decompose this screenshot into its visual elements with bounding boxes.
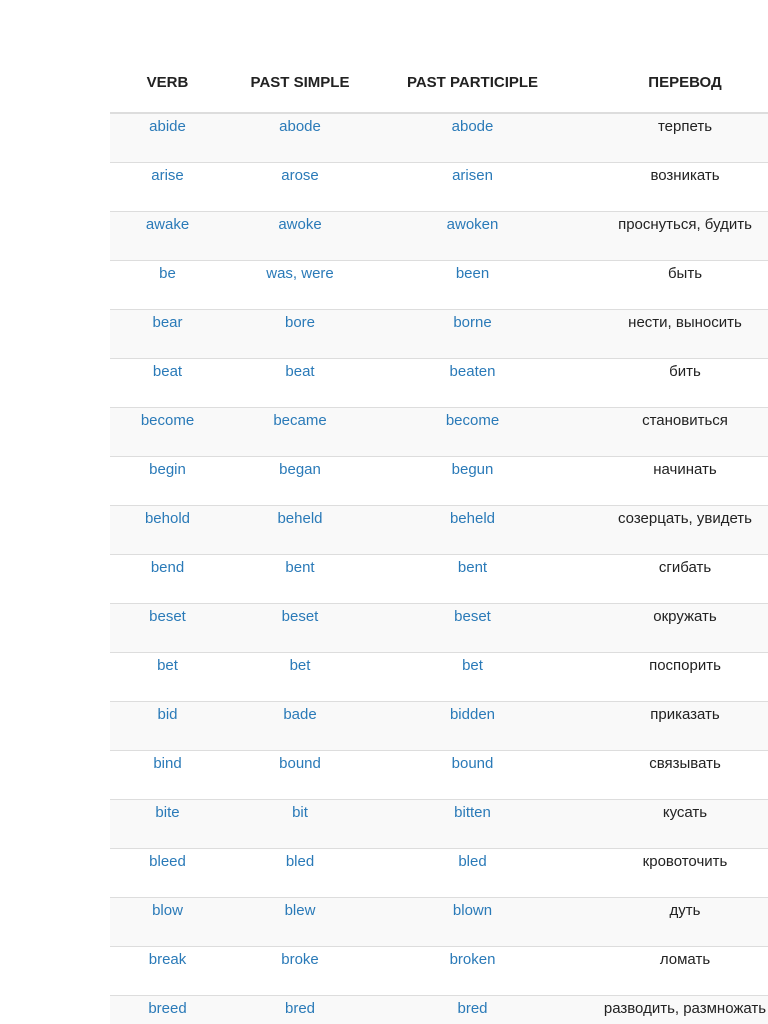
past-simple-link[interactable]: bet bbox=[289, 657, 311, 674]
translation-cell bbox=[570, 555, 768, 604]
past-participle-cell bbox=[375, 506, 570, 555]
past-participle-link[interactable]: broken bbox=[449, 951, 496, 968]
translation-text: поспорить bbox=[649, 657, 721, 674]
translation-cell bbox=[570, 849, 768, 898]
translation-cell bbox=[570, 212, 768, 261]
table-row bbox=[110, 408, 768, 457]
verb-cell bbox=[110, 947, 225, 996]
past-simple-link[interactable]: bred bbox=[284, 1000, 316, 1017]
table-row bbox=[110, 849, 768, 898]
verb-link[interactable]: abide bbox=[149, 118, 186, 135]
translation-text: возникать bbox=[650, 167, 720, 184]
verb-cell bbox=[110, 653, 225, 702]
past-simple-cell bbox=[225, 800, 375, 849]
verb-link[interactable]: bend bbox=[150, 559, 185, 576]
past-simple-cell bbox=[225, 359, 375, 408]
verb-cell bbox=[110, 996, 225, 1024]
past-participle-link[interactable]: bidden bbox=[449, 706, 496, 723]
past-simple-link[interactable]: abode bbox=[279, 118, 321, 135]
past-simple-link[interactable]: bade bbox=[283, 706, 317, 723]
translation-cell bbox=[570, 996, 768, 1024]
verb-cell bbox=[110, 506, 225, 555]
past-simple-cell bbox=[225, 310, 375, 359]
translation-cell bbox=[570, 506, 768, 555]
past-participle-cell bbox=[375, 849, 570, 898]
verb-link[interactable]: become bbox=[140, 412, 195, 429]
translation-cell bbox=[570, 702, 768, 751]
past-participle-link[interactable]: bound bbox=[451, 755, 494, 772]
past-simple-link[interactable]: bit bbox=[292, 804, 308, 821]
translation-cell bbox=[570, 359, 768, 408]
past-participle-cell bbox=[375, 310, 570, 359]
table-row bbox=[110, 457, 768, 506]
header-past-participle: PAST PARTICIPLE bbox=[375, 52, 570, 113]
verb-cell bbox=[110, 408, 225, 457]
past-simple-link[interactable]: blew bbox=[284, 902, 316, 919]
past-simple-cell bbox=[225, 898, 375, 947]
translation-cell bbox=[570, 898, 768, 947]
past-simple-link[interactable]: became bbox=[273, 412, 327, 429]
translation-cell bbox=[570, 310, 768, 359]
table-row bbox=[110, 898, 768, 947]
translation-cell bbox=[570, 800, 768, 849]
translation-text: разводить, размножать bbox=[603, 1000, 767, 1017]
past-participle-link[interactable]: begun bbox=[451, 461, 494, 478]
translation-cell bbox=[570, 751, 768, 800]
past-participle-link[interactable]: abode bbox=[451, 118, 494, 135]
table-row bbox=[110, 506, 768, 555]
translation-text: сгибать bbox=[658, 559, 712, 576]
verb-cell bbox=[110, 800, 225, 849]
irregular-verbs-table bbox=[110, 52, 768, 1024]
verb-link[interactable]: bet bbox=[157, 657, 178, 674]
past-participle-cell bbox=[375, 408, 570, 457]
header-past-simple: PAST SIMPLE bbox=[225, 52, 375, 113]
past-participle-cell bbox=[375, 800, 570, 849]
past-participle-cell bbox=[375, 653, 570, 702]
past-simple-cell bbox=[225, 996, 375, 1024]
verb-link[interactable]: beset bbox=[149, 608, 186, 625]
verb-link[interactable]: be bbox=[159, 265, 176, 282]
past-participle-link[interactable]: borne bbox=[453, 314, 492, 331]
past-simple-link[interactable]: bore bbox=[284, 314, 316, 331]
translation-text: созерцать, увидеть bbox=[618, 510, 752, 527]
past-participle-cell bbox=[375, 359, 570, 408]
past-simple-link[interactable]: began bbox=[279, 461, 321, 478]
past-simple-cell bbox=[225, 653, 375, 702]
translation-text: приказать bbox=[650, 706, 720, 723]
table-row bbox=[110, 604, 768, 653]
past-participle-cell bbox=[375, 555, 570, 604]
verb-cell bbox=[110, 113, 225, 163]
translation-text: становиться bbox=[642, 412, 728, 429]
past-participle-link[interactable]: beheld bbox=[449, 510, 496, 527]
past-simple-cell bbox=[225, 947, 375, 996]
past-participle-cell bbox=[375, 212, 570, 261]
table-row bbox=[110, 800, 768, 849]
translation-text: связывать bbox=[649, 755, 721, 772]
translation-text: терпеть bbox=[657, 118, 713, 135]
table-row bbox=[110, 310, 768, 359]
translation-text: бить bbox=[669, 363, 701, 380]
translation-cell bbox=[570, 947, 768, 996]
past-simple-cell bbox=[225, 261, 375, 310]
past-simple-link[interactable]: awoke bbox=[278, 216, 322, 233]
verb-cell bbox=[110, 310, 225, 359]
table-row bbox=[110, 261, 768, 310]
verb-link[interactable]: break bbox=[148, 951, 187, 968]
verb-link[interactable]: bind bbox=[153, 755, 182, 772]
verb-cell bbox=[110, 261, 225, 310]
past-participle-cell bbox=[375, 947, 570, 996]
past-simple-link[interactable]: beheld bbox=[277, 510, 323, 527]
past-simple-cell bbox=[225, 506, 375, 555]
past-simple-cell bbox=[225, 113, 375, 163]
past-participle-cell bbox=[375, 604, 570, 653]
verb-cell bbox=[110, 898, 225, 947]
verb-link[interactable]: bid bbox=[157, 706, 178, 723]
header-row bbox=[110, 52, 768, 113]
past-participle-link[interactable]: arisen bbox=[452, 167, 493, 184]
translation-text: дуть bbox=[669, 902, 701, 919]
verb-link[interactable]: behold bbox=[144, 510, 191, 527]
past-participle-link[interactable]: bitten bbox=[454, 804, 491, 821]
past-participle-cell bbox=[375, 702, 570, 751]
past-simple-link[interactable]: arose bbox=[281, 167, 319, 184]
past-participle-cell bbox=[375, 163, 570, 212]
verb-cell bbox=[110, 163, 225, 212]
verb-cell bbox=[110, 604, 225, 653]
translation-cell bbox=[570, 408, 768, 457]
past-participle-link[interactable]: bred bbox=[457, 1000, 488, 1017]
translation-cell bbox=[570, 457, 768, 506]
translation-cell bbox=[570, 653, 768, 702]
past-simple-link[interactable]: bled bbox=[285, 853, 315, 870]
verb-cell bbox=[110, 702, 225, 751]
past-simple-cell bbox=[225, 702, 375, 751]
past-participle-cell bbox=[375, 261, 570, 310]
past-simple-link[interactable]: beat bbox=[285, 363, 315, 380]
verb-link[interactable]: bleed bbox=[149, 853, 186, 870]
past-participle-cell bbox=[375, 457, 570, 506]
past-participle-cell bbox=[375, 113, 570, 163]
past-participle-cell bbox=[375, 996, 570, 1024]
past-simple-link[interactable]: beset bbox=[281, 608, 319, 625]
past-participle-link[interactable]: bent bbox=[457, 559, 488, 576]
past-participle-link[interactable]: bet bbox=[462, 657, 483, 674]
table-row bbox=[110, 212, 768, 261]
past-simple-cell bbox=[225, 163, 375, 212]
table-row bbox=[110, 653, 768, 702]
past-simple-cell bbox=[225, 604, 375, 653]
translation-text: нести, выносить bbox=[628, 314, 742, 331]
table-row bbox=[110, 751, 768, 800]
translation-cell bbox=[570, 113, 768, 163]
past-simple-cell bbox=[225, 212, 375, 261]
table-row bbox=[110, 996, 768, 1024]
past-simple-link[interactable]: was, were bbox=[266, 265, 334, 282]
header-verb: VERB bbox=[110, 52, 225, 113]
translation-text: проснуться, будить bbox=[618, 216, 752, 233]
table-row bbox=[110, 555, 768, 604]
translation-text: быть bbox=[667, 265, 703, 282]
past-participle-link[interactable]: blown bbox=[452, 902, 493, 919]
translation-cell bbox=[570, 604, 768, 653]
past-simple-cell bbox=[225, 457, 375, 506]
past-simple-link[interactable]: bound bbox=[279, 755, 321, 772]
past-simple-link[interactable]: broke bbox=[281, 951, 319, 968]
past-simple-cell bbox=[225, 408, 375, 457]
past-participle-link[interactable]: bled bbox=[458, 853, 487, 870]
past-simple-cell bbox=[225, 751, 375, 800]
past-participle-cell bbox=[375, 898, 570, 947]
past-simple-cell bbox=[225, 555, 375, 604]
table-row bbox=[110, 113, 768, 163]
table-row bbox=[110, 359, 768, 408]
header-translation: ПЕРЕВОД bbox=[570, 52, 768, 113]
translation-text: кусать bbox=[662, 804, 708, 821]
past-simple-link[interactable]: bent bbox=[285, 559, 315, 576]
verb-link[interactable]: bear bbox=[152, 314, 183, 331]
verb-cell bbox=[110, 751, 225, 800]
verb-link[interactable]: breed bbox=[148, 1000, 187, 1017]
verb-link[interactable]: bite bbox=[155, 804, 180, 821]
verb-link[interactable]: arise bbox=[151, 167, 184, 184]
translation-text: ломать bbox=[659, 951, 711, 968]
verb-cell bbox=[110, 359, 225, 408]
table-row bbox=[110, 702, 768, 751]
table-body bbox=[110, 113, 768, 1024]
past-participle-cell bbox=[375, 751, 570, 800]
past-participle-link[interactable]: beaten bbox=[449, 363, 496, 380]
verb-link[interactable]: begin bbox=[149, 461, 186, 478]
past-participle-link[interactable]: been bbox=[455, 265, 490, 282]
past-simple-cell bbox=[225, 849, 375, 898]
past-participle-link[interactable]: awoken bbox=[446, 216, 499, 233]
verb-link[interactable]: blow bbox=[152, 902, 183, 919]
verb-link[interactable]: awake bbox=[145, 216, 190, 233]
table-header bbox=[110, 52, 768, 113]
verb-cell bbox=[110, 212, 225, 261]
verb-cell bbox=[110, 555, 225, 604]
verb-cell bbox=[110, 457, 225, 506]
translation-text: окружать bbox=[653, 608, 717, 625]
translation-cell bbox=[570, 163, 768, 212]
table-row bbox=[110, 947, 768, 996]
translation-text: кровоточить bbox=[642, 853, 728, 870]
past-participle-link[interactable]: beset bbox=[454, 608, 491, 625]
table-row bbox=[110, 163, 768, 212]
past-participle-link[interactable]: become bbox=[445, 412, 500, 429]
translation-text: начинать bbox=[653, 461, 717, 478]
verb-link[interactable]: beat bbox=[152, 363, 183, 380]
translation-cell bbox=[570, 261, 768, 310]
verb-cell bbox=[110, 849, 225, 898]
